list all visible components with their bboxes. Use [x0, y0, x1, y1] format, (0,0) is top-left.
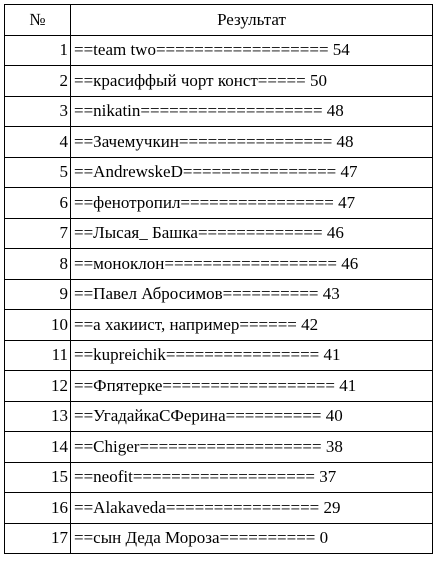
table-row [5, 310, 433, 341]
table-row [5, 249, 433, 280]
row-result: ==Chiger=================== 38 [71, 432, 433, 463]
row-number: 9 [5, 279, 71, 310]
table-row [5, 432, 433, 463]
row-result: ==красиффый чорт конст===== 50 [71, 66, 433, 97]
row-result: ==team two================== 54 [71, 35, 433, 66]
row-number: 6 [5, 188, 71, 219]
table-row [5, 157, 433, 188]
row-number: 11 [5, 340, 71, 371]
row-result: ==kupreichik================ 41 [71, 340, 433, 371]
row-result: ==nikatin=================== 48 [71, 96, 433, 127]
row-result: ==моноклон================== 46 [71, 249, 433, 280]
row-result: ==сын Деда Мороза========== 0 [71, 523, 433, 554]
table-row [5, 127, 433, 158]
table-row [5, 188, 433, 219]
row-number: 3 [5, 96, 71, 127]
row-result: ==Alakaveda================ 29 [71, 493, 433, 524]
row-number: 4 [5, 127, 71, 158]
results-table [4, 4, 433, 554]
header-row [5, 5, 433, 36]
table-row [5, 279, 433, 310]
row-result: ==УгадайкаСФерина========== 40 [71, 401, 433, 432]
table-row [5, 462, 433, 493]
row-number: 5 [5, 157, 71, 188]
row-result: ==AndrewskeD================ 47 [71, 157, 433, 188]
row-result: ==Фпятерке================== 41 [71, 371, 433, 402]
row-result: ==фенотропил================ 47 [71, 188, 433, 219]
row-number: 12 [5, 371, 71, 402]
table-body [5, 35, 433, 554]
table-row [5, 401, 433, 432]
table-row [5, 523, 433, 554]
row-number: 14 [5, 432, 71, 463]
row-number: 1 [5, 35, 71, 66]
row-number: 16 [5, 493, 71, 524]
table-row [5, 218, 433, 249]
row-number: 15 [5, 462, 71, 493]
row-number: 13 [5, 401, 71, 432]
header-result: Результат [71, 5, 433, 36]
row-result: ==Зачемучкин================ 48 [71, 127, 433, 158]
row-number: 8 [5, 249, 71, 280]
row-number: 10 [5, 310, 71, 341]
row-result: ==Лысая_ Башка============= 46 [71, 218, 433, 249]
row-result: ==Павел Абросимов========== 43 [71, 279, 433, 310]
table-row [5, 35, 433, 66]
table-row [5, 493, 433, 524]
table-row [5, 371, 433, 402]
row-result: ==а хакиист, например====== 42 [71, 310, 433, 341]
header-number: № [5, 5, 71, 36]
table-row [5, 96, 433, 127]
row-result: ==neofit=================== 37 [71, 462, 433, 493]
row-number: 17 [5, 523, 71, 554]
table-row [5, 340, 433, 371]
row-number: 2 [5, 66, 71, 97]
table-row [5, 66, 433, 97]
row-number: 7 [5, 218, 71, 249]
